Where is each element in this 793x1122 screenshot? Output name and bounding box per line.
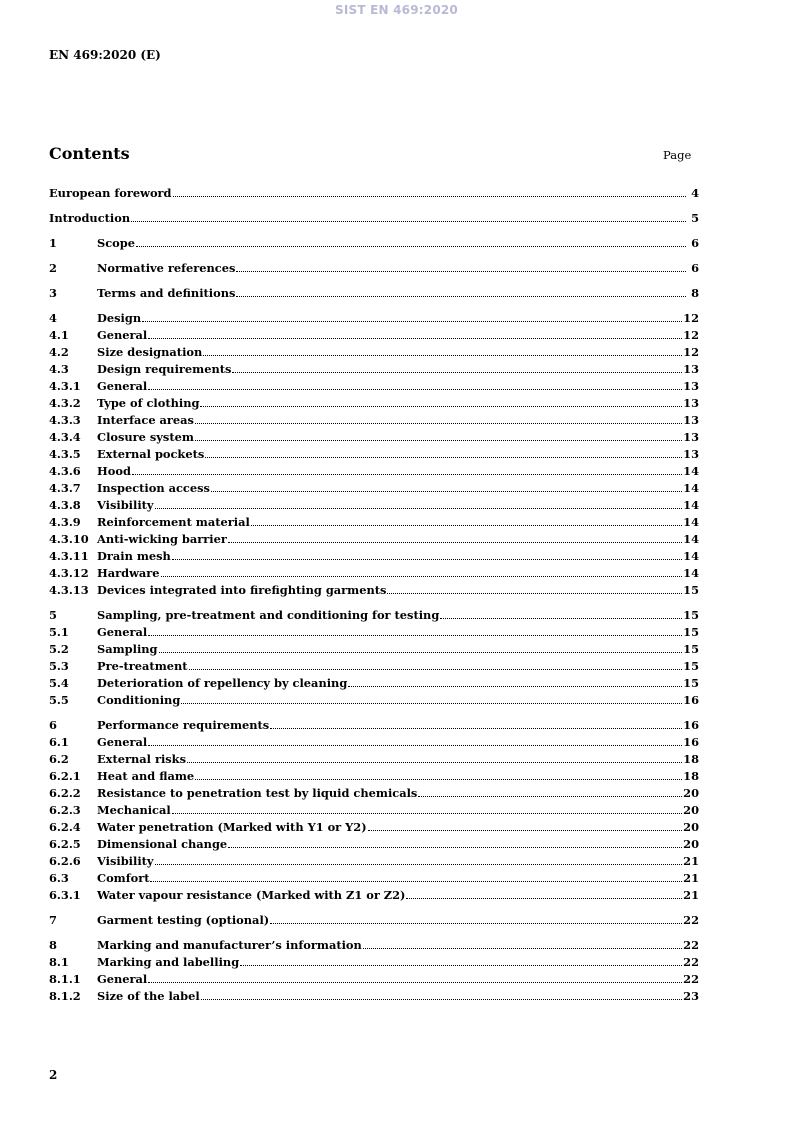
toc-dot-leader (189, 668, 683, 670)
toc-entry-number: 4 (49, 311, 57, 325)
toc-dot-leader (172, 812, 682, 814)
toc-dot-leader (363, 947, 682, 949)
document-id: EN 469:2020 (E) (49, 48, 161, 62)
toc-entry-page: 16 (683, 693, 699, 707)
toc-entry[interactable] (49, 624, 699, 641)
toc-dot-leader (418, 795, 682, 797)
toc-entry-title: External risks (97, 752, 186, 766)
toc-entry-title: Closure system (97, 430, 194, 444)
toc-entry-page: 13 (683, 362, 699, 376)
toc-dot-leader (173, 195, 686, 197)
toc-entry-number: 4.3.6 (49, 464, 81, 478)
toc-entry-page: 12 (683, 345, 699, 359)
toc-entry-title: Garment testing (optional) (97, 913, 270, 927)
toc-entry[interactable] (49, 378, 699, 395)
toc-entry[interactable] (49, 607, 699, 624)
toc-entry-number: 4.3.4 (49, 430, 81, 444)
toc-entry-number: 8 (49, 938, 57, 952)
toc-entry[interactable] (49, 531, 699, 548)
toc-entry-title: Normative references (97, 261, 236, 275)
toc-entry[interactable] (49, 548, 699, 565)
toc-entry-number: 4.3.10 (49, 532, 89, 546)
toc-entry-number: 6.2.4 (49, 820, 81, 834)
toc-entry-page: 12 (683, 328, 699, 342)
toc-dot-leader (155, 863, 683, 865)
toc-entry-page: 13 (683, 447, 699, 461)
toc-entry[interactable] (49, 836, 699, 853)
toc-entry[interactable] (49, 641, 699, 658)
toc-entry-page: 14 (683, 515, 699, 529)
toc-entry-title: Water vapour resistance (Marked with Z1 or Z2) (97, 888, 406, 902)
toc-entry-page: 23 (683, 989, 699, 1003)
toc-entry-number: 6.3.1 (49, 888, 81, 902)
watermark: SIST EN 469:2020 (335, 3, 458, 17)
toc-entry-title: Heat and flame (97, 769, 195, 783)
toc-entry[interactable] (49, 768, 699, 785)
toc-entry-page: 21 (683, 871, 699, 885)
toc-entry-number: 5.2 (49, 642, 69, 656)
toc-entry-title: Hood (97, 464, 131, 478)
toc-entry[interactable] (49, 285, 699, 302)
toc-entry-number: 6.2 (49, 752, 69, 766)
toc-entry-page: 22 (683, 972, 699, 986)
toc-entry-number: 4.3 (49, 362, 69, 376)
toc-entry-title: Conditioning (97, 693, 181, 707)
toc-entry[interactable] (49, 446, 699, 463)
toc-dot-leader (195, 422, 682, 424)
toc-dot-leader (148, 634, 682, 636)
toc-entry[interactable] (49, 395, 699, 412)
toc-entry-title: Sampling, pre-treatment and conditioning for testing (97, 608, 440, 622)
toc-entry-number: 4.3.12 (49, 566, 89, 580)
toc-entry-number: 4.3.9 (49, 515, 81, 529)
toc-entry-number: 5.4 (49, 676, 69, 690)
toc-dot-leader (228, 541, 682, 543)
toc-entry-number: 7 (49, 913, 57, 927)
toc-entry-page: 16 (683, 718, 699, 732)
toc-entry-number: 4.1 (49, 328, 69, 342)
toc-entry-number: 6.2.6 (49, 854, 81, 868)
toc-entry-page: 13 (683, 413, 699, 427)
toc-entry-title: Reinforcement material (97, 515, 250, 529)
toc-dot-leader (195, 778, 682, 780)
toc-entry-title: Water penetration (Marked with Y1 or Y2) (97, 820, 367, 834)
toc-entry[interactable] (49, 210, 699, 227)
toc-entry[interactable] (49, 412, 699, 429)
toc-dot-leader (181, 702, 682, 704)
toc-entry-page: 15 (683, 676, 699, 690)
toc-entry-number: 4.3.7 (49, 481, 81, 495)
toc-entry-page: 20 (683, 837, 699, 851)
toc-entry-page: 14 (683, 566, 699, 580)
toc-entry-number: 4.3.5 (49, 447, 81, 461)
toc-entry[interactable] (49, 344, 699, 361)
toc-entry-number: 5 (49, 608, 57, 622)
toc-entry-title: Size designation (97, 345, 203, 359)
contents-title: Contents (49, 144, 130, 163)
toc-entry-page: 14 (683, 481, 699, 495)
toc-entry-title: Performance requirements (97, 718, 270, 732)
toc-entry-number: 6.2.5 (49, 837, 81, 851)
toc-entry-number: 6.1 (49, 735, 69, 749)
toc-entry-number: 6.2.3 (49, 803, 81, 817)
toc-entry-title: General (97, 972, 148, 986)
toc-entry-title: Dimensional change (97, 837, 228, 851)
toc-entry-page: 15 (683, 608, 699, 622)
toc-entry-page: 20 (683, 820, 699, 834)
toc-dot-leader (368, 829, 683, 831)
toc-entry-number: 4.3.11 (49, 549, 89, 563)
toc-entry-title: Deterioration of repellency by cleaning (97, 676, 348, 690)
toc-entry-page: 15 (683, 625, 699, 639)
toc-entry[interactable] (49, 692, 699, 709)
page-number: 2 (49, 1068, 58, 1082)
toc-entry[interactable] (49, 463, 699, 480)
toc-entry-page: 22 (683, 938, 699, 952)
toc-entry-title: Comfort (97, 871, 150, 885)
toc-entry[interactable] (49, 480, 699, 497)
toc-entry-number: 4.3.2 (49, 396, 81, 410)
toc-entry[interactable] (49, 582, 699, 599)
toc-entry-page: 14 (683, 532, 699, 546)
toc-dot-leader (161, 575, 683, 577)
toc-entry-title: Type of clothing (97, 396, 200, 410)
toc-entry[interactable] (49, 802, 699, 819)
toc-dot-leader (136, 245, 686, 247)
toc-entry-title: Design (97, 311, 142, 325)
toc-dot-leader (387, 592, 682, 594)
toc-entry-page: 8 (691, 286, 699, 300)
toc-dot-leader (155, 507, 683, 509)
toc-entry-title: Marking and labelling (97, 955, 240, 969)
toc-entry-page: 12 (683, 311, 699, 325)
toc-entry-title: Interface areas (97, 413, 194, 427)
toc-dot-leader (148, 981, 682, 983)
toc-entry-title: Visibility (97, 498, 154, 512)
toc-entry-page: 13 (683, 396, 699, 410)
toc-entry[interactable] (49, 260, 699, 277)
toc-entry[interactable] (49, 853, 699, 870)
toc-entry-number: 1 (49, 236, 57, 250)
toc-entry-number: 8.1.2 (49, 989, 81, 1003)
toc-entry-title: Marking and manufacturer’s information (97, 938, 362, 952)
toc-dot-leader (348, 685, 682, 687)
toc-entry-number: 6.2.1 (49, 769, 81, 783)
toc-entry-title: Mechanical (97, 803, 171, 817)
toc-entry[interactable] (49, 658, 699, 675)
page-column-heading: Page (663, 148, 692, 162)
toc-entry[interactable] (49, 887, 699, 904)
toc-entry[interactable] (49, 565, 699, 582)
toc-entry-page: 22 (683, 955, 699, 969)
toc-dot-leader (228, 846, 682, 848)
toc-entry-page: 4 (691, 186, 699, 200)
toc-entry-number: 4.3.13 (49, 583, 89, 597)
toc-entry-number: 3 (49, 286, 57, 300)
toc-entry[interactable] (49, 971, 699, 988)
toc-entry-title: General (97, 735, 148, 749)
toc-dot-leader (187, 761, 682, 763)
toc-entry[interactable] (49, 819, 699, 836)
toc-entry-number: 8.1.1 (49, 972, 81, 986)
toc-entry[interactable] (49, 675, 699, 692)
toc-entry[interactable] (49, 785, 699, 802)
toc-entry-page: 15 (683, 642, 699, 656)
toc-dot-leader (131, 220, 686, 222)
toc-dot-leader (148, 337, 682, 339)
toc-entry[interactable] (49, 988, 699, 1005)
toc-entry-page: 15 (683, 659, 699, 673)
toc-dot-leader (201, 998, 682, 1000)
toc-entry-title: General (97, 625, 148, 639)
toc-entry[interactable] (49, 751, 699, 768)
toc-entry-page: 14 (683, 549, 699, 563)
toc-entry-number: 4.3.3 (49, 413, 81, 427)
toc-dot-leader (240, 964, 682, 966)
toc-entry-title: Resistance to penetration test by liquid chemicals (97, 786, 418, 800)
toc-entry-title: Scope (97, 236, 135, 250)
toc-entry-page: 20 (683, 803, 699, 817)
toc-entry[interactable] (49, 497, 699, 514)
toc-entry-number: 8.1 (49, 955, 69, 969)
toc-entry-page: 13 (683, 430, 699, 444)
toc-entry[interactable] (49, 514, 699, 531)
toc-entry[interactable] (49, 937, 699, 954)
toc-entry-number: 4.2 (49, 345, 69, 359)
toc-entry-page: 18 (683, 752, 699, 766)
toc-dot-leader (270, 922, 682, 924)
toc-entry-number: 5.5 (49, 693, 69, 707)
toc-entry[interactable] (49, 912, 699, 929)
toc-entry-title: External pockets (97, 447, 205, 461)
toc-entry[interactable] (49, 327, 699, 344)
toc-dot-leader (142, 320, 682, 322)
toc-dot-leader (211, 490, 682, 492)
toc-entry-number: 2 (49, 261, 57, 275)
toc-entry-page: 16 (683, 735, 699, 749)
toc-entry-title: Size of the label (97, 989, 200, 1003)
toc-entry-title: Devices integrated into firefighting garments (97, 583, 387, 597)
toc-entry-title: Inspection access (97, 481, 210, 495)
toc-entry-page: 14 (683, 464, 699, 478)
toc-dot-leader (232, 371, 682, 373)
toc-entry-page: 21 (683, 854, 699, 868)
toc-entry-title: Anti-wicking barrier (97, 532, 227, 546)
toc-dot-leader (203, 354, 682, 356)
toc-entry-page: 6 (691, 236, 699, 250)
toc-dot-leader (159, 651, 683, 653)
toc-dot-leader (150, 880, 682, 882)
toc-entry[interactable] (49, 429, 699, 446)
toc-dot-leader (205, 456, 682, 458)
toc-dot-leader (148, 744, 682, 746)
toc-entry[interactable] (49, 185, 699, 202)
toc-entry-number: 4.3.1 (49, 379, 81, 393)
toc-dot-leader (132, 473, 682, 475)
toc-entry-number: 4.3.8 (49, 498, 81, 512)
toc-entry-title: Pre-treatment (97, 659, 188, 673)
toc-entry[interactable] (49, 717, 699, 734)
toc-entry-page: 21 (683, 888, 699, 902)
toc-dot-leader (236, 295, 686, 297)
toc-entry-number: 6 (49, 718, 57, 732)
toc-entry[interactable] (49, 954, 699, 971)
toc-entry-title: Hardware (97, 566, 160, 580)
toc-entry-page: 18 (683, 769, 699, 783)
toc-entry-number: 6.2.2 (49, 786, 81, 800)
toc-entry-page: 5 (691, 211, 699, 225)
toc-entry-number: 6.3 (49, 871, 69, 885)
toc-entry-title: General (97, 379, 148, 393)
table-of-contents (49, 185, 699, 1005)
toc-entry-page: 14 (683, 498, 699, 512)
toc-entry-page: 15 (683, 583, 699, 597)
toc-entry-page: 13 (683, 379, 699, 393)
toc-entry-title: Drain mesh (97, 549, 171, 563)
toc-entry-number: 5.3 (49, 659, 69, 673)
toc-dot-leader (406, 897, 682, 899)
toc-entry-title: General (97, 328, 148, 342)
toc-entry-title: Design requirements (97, 362, 232, 376)
toc-dot-leader (236, 270, 686, 272)
toc-entry-title: Visibility (97, 854, 154, 868)
toc-dot-leader (200, 405, 682, 407)
toc-dot-leader (148, 388, 682, 390)
toc-entry-page: 22 (683, 913, 699, 927)
toc-dot-leader (251, 524, 682, 526)
toc-entry-page: 6 (691, 261, 699, 275)
toc-dot-leader (195, 439, 682, 441)
toc-entry-number: 5.1 (49, 625, 69, 639)
toc-entry[interactable] (49, 361, 699, 378)
toc-entry-title: Sampling (97, 642, 158, 656)
toc-entry-page: 20 (683, 786, 699, 800)
toc-entry[interactable] (49, 235, 699, 252)
toc-entry-title: Introduction (49, 211, 131, 225)
toc-dot-leader (440, 617, 682, 619)
toc-dot-leader (172, 558, 682, 560)
toc-entry[interactable] (49, 734, 699, 751)
toc-entry[interactable] (49, 310, 699, 327)
toc-entry-title: Terms and definitions (97, 286, 236, 300)
toc-entry[interactable] (49, 870, 699, 887)
toc-dot-leader (270, 727, 682, 729)
toc-entry-title: European foreword (49, 186, 172, 200)
